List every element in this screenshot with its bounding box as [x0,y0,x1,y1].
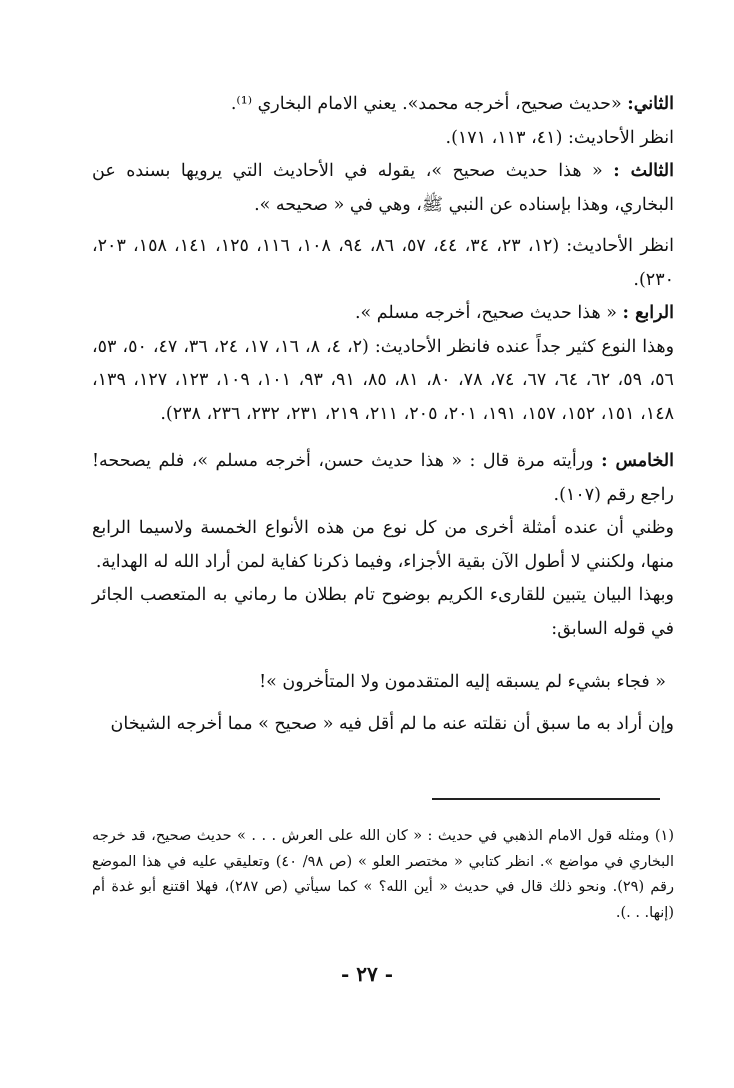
paragraph-text: ورأيته مرة قال : « هذا حديث حسن، أخرجه مسلم »، فلم يصححه! راجع رقم (١٠٧). [92,451,674,505]
paragraph: وبهذا البيان يتبين للقارىء الكريم بوضوح تام بطلان ما رماني به المتعصب الجائر في قوله السابق: [92,585,674,639]
paragraph-text: « هذا حديث صحيح، أخرجه مسلم ». [354,303,623,323]
paragraph-lead: الخامس : [601,451,674,471]
page-number: - ٢٧ - [340,962,393,986]
hadith-references: انظر الأحاديث: (١٢، ٢٣، ٣٤، ٤٤، ٥٧، ٨٦، ٩٤، ١٠٨، ١١٦، ١٢٥، ١٤١، ١٥٨، ٢٠٣، ٢٣٠). [92,236,674,290]
paragraph-lead: الرابع : [622,303,674,323]
paragraph: وظني أن عنده أمثلة أخرى من كل نوع من هذه الأنواع الخمسة ولاسيما الرابع منها، ولكنني لا أطول الآن بقية الأجزاء، وفيما ذكرنا كفاية لمن أراد الله له الهداية. [92,518,674,572]
paragraph-fifth-type [92,445,674,512]
paragraph-text: «حديث صحيح، أخرجه محمد». يعني الامام البخاري ⁽¹⁾. [230,94,628,114]
hadith-references: انظر الأحاديث: (٤١، ١١٣، ١٧١). [445,127,674,148]
footnote-text: (١) ومثله قول الامام الذهبي في حديث : « كان الله على العرش . . . » حديث صحيح، قد خرجه البخاري في مواضع ». انظر كتابي « مختصر العلو » (ص ٩٨/ ٤٠) وتعليقي عليه في هذا الموضع رقم (٢٩). ونحو ذلك قال في حديث « أين الله؟ » كما سيأتي (ص ٢٨٧)، فهلا اقتنع أبو غدة أم (إنها. . .). [92,828,675,921]
footnote [92,824,674,926]
paragraph-second-type [92,88,674,122]
main-text [92,88,674,741]
paragraph-fourth-type [92,297,674,331]
block-quote: « فجاء بشيء لم يسبقه إليه المتقدمون ولا المتأخرون »! [259,672,666,692]
paragraph-third-type [92,155,674,222]
hadith-references: وهذا النوع كثير جداً عنده فانظر الأحاديث: (٢، ٤، ٨، ١٦، ١٧، ٢٤، ٣٦، ٤٧، ٥٠، ٥٣، ٥٦، ٥٩، ٦٢، ٦٤، ٦٧، ٧٤، ٧٨، ٨٠، ٨١، ٨٥، ٩١، ٩٣، ١٠١، ١٠٩، ١٢٣، ١٢٧، ١٣٩، ١٤٨، ١٥١، ١٥٢، ١٥٧، ١٩١، ٢٠١، ٢٠٥، ٢١١، ٢١٩، ٢٣١، ٢٣٢، ٢٣٦، ٢٣٨). [92,336,675,424]
footnote-divider [432,798,660,800]
paragraph-lead: الثاني: [627,94,674,114]
paragraph-text: « هذا حديث صحيح »، يقوله في الأحاديث التي يرويها بسنده عن البخاري، وهذا بإسناده عن النبي ﷺ، وهي في « صحيحه ». [92,161,674,215]
paragraph: وإن أراد به ما سبق أن نقلته عنه ما لم أقل فيه « صحيح » مما أخرجه الشيخان [110,713,674,734]
paragraph-lead: الثالث : [613,161,674,181]
